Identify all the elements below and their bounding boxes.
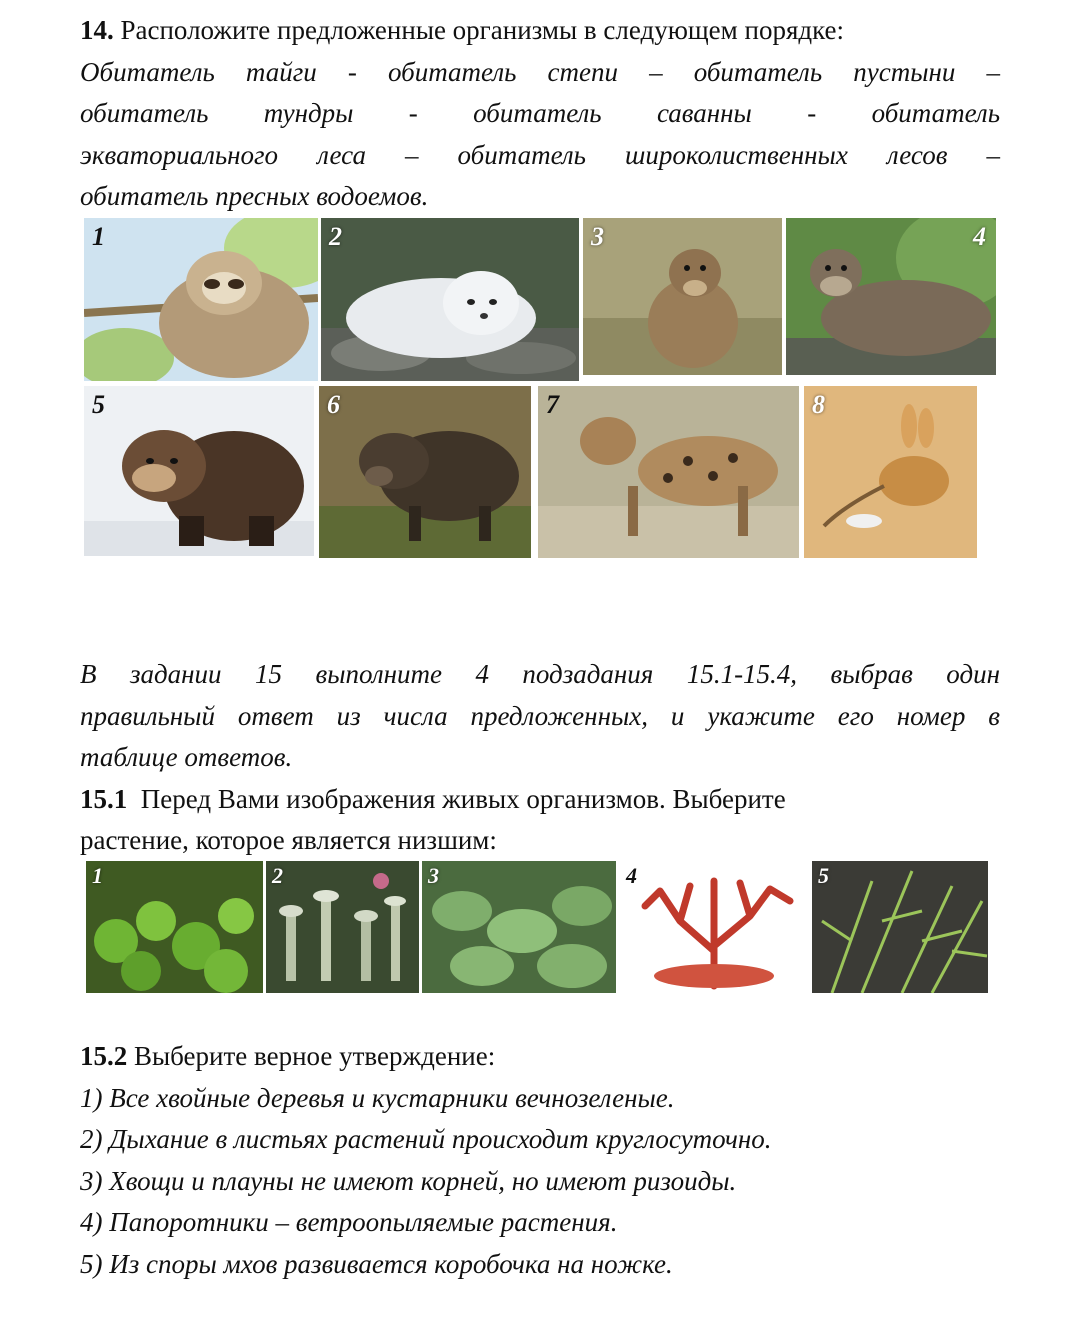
task14-number: 14. — [80, 15, 114, 45]
answer-option-5: 5) Из споры мхов развивается коробочка на ножке. — [80, 1248, 673, 1279]
question-15-1-number: 15.1 — [80, 783, 128, 814]
photo-number: 4 — [973, 222, 986, 251]
task15-text — [80, 654, 1000, 862]
task14-order-line-2: обитатель тундры - обитатель саванны - обитатель — [80, 98, 1000, 128]
photo-liverwort — [422, 861, 616, 993]
photo-number: 2 — [272, 863, 283, 888]
task14-order-line-1: Обитатель тайги - обитатель степи – обитатель пустыни – — [80, 56, 1000, 87]
photo-number: 3 — [428, 863, 439, 888]
photo-number: 1 — [92, 222, 105, 251]
photo-number: 6 — [327, 390, 340, 419]
photo-horsetail — [812, 861, 988, 993]
task15-intro-line-3: таблице ответов. — [80, 742, 293, 772]
task15-intro-line-1: В задании 15 выполните 4 подзадания 15.1-15.4, выбрав один — [80, 659, 1000, 689]
answer-option-4: 4) Папоротники – ветроопыляемые растения. — [80, 1207, 618, 1237]
photo-otter — [786, 218, 996, 375]
photo-hyena — [538, 386, 799, 558]
photo-lichen — [266, 861, 419, 993]
photo-wild-boar — [319, 386, 531, 558]
photo-number: 3 — [591, 222, 604, 251]
question-15-1-text: Перед Вами изображения живых организмов. Выберите — [127, 783, 786, 814]
answer-option-2: 2) Дыхание в листьях растений происходит круглосуточно. — [80, 1124, 772, 1154]
photo-number: 4 — [626, 863, 637, 888]
task15-intro-line-2: правильный ответ из числа предложенных, и укажите его номер в — [80, 700, 1000, 731]
question-15-2 — [80, 1036, 1000, 1285]
question-15-2-text: Выберите верное утверждение: — [127, 1041, 496, 1071]
photo-sloth — [84, 218, 318, 381]
photo-arctic-fox — [321, 218, 579, 381]
photo-number: 5 — [818, 863, 829, 888]
answer-option-1: 1) Все хвойные деревья и кустарники вечнозеленые. — [80, 1082, 675, 1113]
question-15-1-line-2: растение, которое является низшим: — [80, 825, 497, 855]
photo-number: 8 — [812, 390, 825, 419]
photo-sable — [84, 386, 314, 556]
photo-red-algae — [620, 861, 808, 993]
task14-order-line-4: обитатель пресных водоемов. — [80, 181, 429, 211]
question-15-2-heading — [80, 1036, 1000, 1078]
task14-question: Расположите предложенные организмы в следующем порядке: — [113, 15, 845, 45]
task14-text — [80, 10, 1000, 218]
photo-number: 7 — [546, 390, 559, 419]
task14-heading — [80, 10, 1000, 52]
photo-marmot — [583, 218, 782, 375]
photo-number: 5 — [92, 390, 105, 419]
question-15-2-number: 15.2 — [80, 1041, 128, 1071]
photo-number: 1 — [92, 863, 103, 888]
photo-number: 2 — [329, 222, 342, 251]
question-15-1 — [80, 779, 1000, 821]
task14-order-line-3: экваториального леса – обитатель широколиственных лесов – — [80, 139, 1000, 170]
photo-moss — [86, 861, 263, 993]
answer-option-3: 3) Хвощи и плауны не имеют корней, но имеют ризоиды. — [80, 1165, 737, 1196]
photo-jerboa — [804, 386, 977, 558]
